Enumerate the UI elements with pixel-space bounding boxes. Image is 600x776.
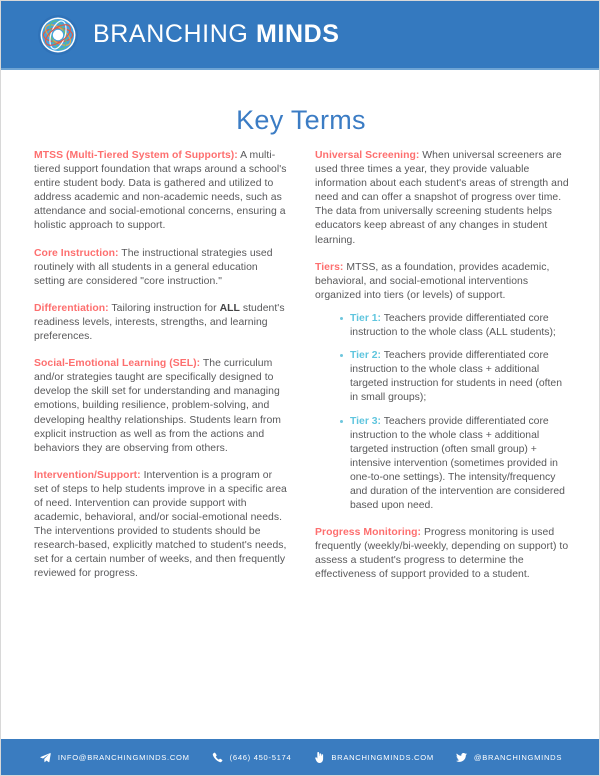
list-item-tier-2 bbox=[340, 349, 569, 405]
page-footer bbox=[1, 739, 600, 775]
header-underline bbox=[1, 68, 600, 70]
term-body-emphasis: ALL bbox=[219, 302, 240, 314]
term-entry-progress-monitoring bbox=[315, 526, 569, 582]
term-heading: Social-Emotional Learning (SEL): bbox=[34, 358, 201, 370]
right-column bbox=[315, 149, 569, 596]
term-entry-core-instruction bbox=[34, 247, 288, 289]
brand-word-branching: BRANCHING bbox=[93, 20, 249, 48]
bullet-dot-icon bbox=[340, 354, 343, 357]
footer-phone-label: (646) 450-5174 bbox=[229, 752, 292, 762]
footer-twitter[interactable] bbox=[456, 752, 562, 763]
term-entry-universal-screening bbox=[315, 149, 569, 248]
page-header bbox=[1, 1, 600, 68]
term-body: Intervention is a program or set of steps to help students improve in a specific area of need. Intervention can provide support with academic, behavioral, and/or social-emotional needs. The interventions provided to students should be research-based, explicitly matched to student's needs, set for a certain number of weeks, and then frequently reviewed for progress. bbox=[34, 469, 287, 580]
twitter-bird-icon bbox=[456, 752, 467, 763]
page-title: Key Terms bbox=[236, 105, 366, 135]
term-heading: Intervention/Support: bbox=[34, 469, 141, 481]
list-item-tier-1 bbox=[340, 312, 569, 340]
term-body: The instructional strategies used routinely with all students in a general education setting are considered "core instruction." bbox=[34, 247, 273, 287]
footer-email[interactable] bbox=[40, 752, 190, 763]
term-heading: Universal Screening: bbox=[315, 150, 420, 161]
term-body: A multi-tiered support foundation that wraps around a school's entire student body. Data is gathered and utilized to address academic and non-academic needs, such as attendance and social-emotional concerns, ensuring a holistic approach to support. bbox=[34, 150, 287, 232]
term-body: Tailoring instruction for bbox=[108, 302, 220, 314]
tier-label: Tier 1: bbox=[350, 312, 381, 324]
footer-website-label: BRANCHINGMINDS.COM bbox=[331, 752, 434, 762]
term-body: When universal screeners are used three times a year, they provide valuable information about each student's areas of strength and need and can offer a snapshot of progress over time. The data from universally screening students helps educators keep abreast of any changes in student learning. bbox=[315, 150, 569, 246]
tier-text: Teachers provide differentiated core instruction to the whole class (ALL students); bbox=[350, 312, 556, 339]
brand-wordmark bbox=[93, 22, 340, 47]
term-body: Progress monitoring is used frequently (weekly/bi-weekly, depending on support) to assess a student's progress to determine the effectiveness of support provided to a student. bbox=[315, 527, 569, 581]
term-heading: Progress Monitoring: bbox=[315, 527, 422, 539]
left-column bbox=[34, 149, 288, 596]
term-entry-intervention-support bbox=[34, 469, 288, 582]
phone-icon bbox=[212, 752, 223, 763]
bullet-dot-icon bbox=[340, 420, 343, 423]
paper-plane-icon bbox=[40, 752, 51, 763]
footer-twitter-label: @BRANCHINGMINDS bbox=[473, 752, 563, 762]
term-entry-tiers bbox=[315, 261, 569, 514]
term-entry-sel bbox=[34, 357, 288, 456]
term-body: The curriculum and/or strategies taught are specifically designed to develop the skill set for understanding and managing emotions, building resilience, problem-solving, and developing healthy relationships. Students learn from explicit instruction as well as from the actions and behaviors they are observing from others. bbox=[34, 358, 281, 454]
tier-list bbox=[315, 312, 569, 513]
content-columns bbox=[34, 149, 570, 596]
term-heading: Tiers: bbox=[315, 261, 344, 273]
tier-label: Tier 2: bbox=[350, 350, 381, 362]
term-body: MTSS, as a foundation, provides academic, behavioral, and social-emotional interventions organized into tiers (or levels) of support. bbox=[315, 261, 550, 301]
list-item-tier-3 bbox=[340, 415, 569, 514]
pointing-hand-icon bbox=[313, 752, 324, 763]
term-heading: Core Instruction: bbox=[34, 247, 119, 259]
footer-website[interactable] bbox=[313, 752, 433, 763]
footer-email-label: INFO@BRANCHINGMINDS.COM bbox=[57, 752, 190, 762]
tier-text: Teachers provide differentiated core instruction to the whole class + additional targeted instruction (often small group) + intensive intervention (sometimes provided in one-to-one settings). The intensity/frequency and duration of the intervention are considered based upon need. bbox=[350, 415, 565, 512]
term-body-continued: student's readiness levels, interests, strengths, and learning preferences. bbox=[34, 302, 285, 343]
term-entry-mtss bbox=[34, 149, 288, 234]
tier-text: Teachers provide differentiated core instruction to the whole class + additional targeted instruction for students in need (often in small groups); bbox=[350, 350, 562, 404]
brand-word-minds: MINDS bbox=[255, 20, 340, 48]
bullet-dot-icon bbox=[340, 317, 343, 320]
tier-label: Tier 3: bbox=[350, 415, 381, 427]
footer-phone[interactable] bbox=[212, 752, 292, 763]
term-heading: Differentiation: bbox=[34, 302, 109, 314]
branching-minds-orbit-logo-icon bbox=[37, 14, 79, 56]
term-heading: MTSS (Multi-Tiered System of Supports): bbox=[34, 150, 238, 161]
term-entry-differentiation bbox=[34, 302, 288, 344]
